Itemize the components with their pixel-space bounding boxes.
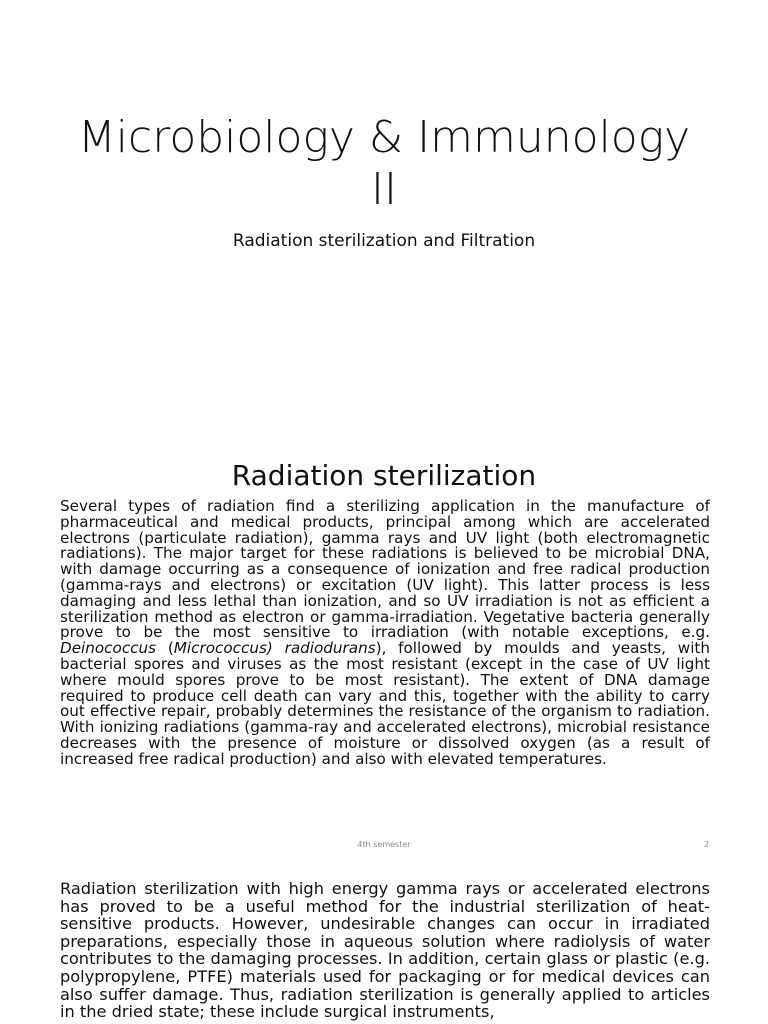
continuation-slide xyxy=(0,864,768,1024)
slide-heading: Radiation sterilization xyxy=(231,459,537,492)
body-text-part-2: ), followed by moulds and yeasts, with bacterial spores and viruses as the most resistant (except in the case of UV light where mould spores prove to be most resistant). The extent of DNA damage required to produce cell death can vary and this, together with the ability to carry out effective repair, probably determines the resistance of the organism to radiation. With ionizing radiations (gamma-ray and accelerated electrons), microbial resistance decreases with the presence of moisture or dissolved oxygen (as a result of increased free radical production) and also with elevated temperatures. xyxy=(60,639,710,768)
body-text-part-1: Several types of radiation find a sterilizing application in the manufacture of pharmaceutical and medical products, principal among which are accelerated electrons (particulate radiation), gamma rays and UV light (both electromagnetic radiations). The major target for these radiations is believed to be microbial DNA, with damage occurring as a consequence of ionization and free radical production (gamma-rays and electrons) or excitation (UV light). This latter process is less damaging and less lethal than ionization, and so UV irradiation is not as efficient a sterilization method as electron or gamma-irradiation. Vegetative bacteria generally prove to be the most sensitive to irradiation (with notable exceptions, e.g. xyxy=(60,497,710,642)
italic-species-name: Micrococcus) radiodurans xyxy=(173,639,376,658)
deck-title: Microbiology & Immunology II xyxy=(77,112,691,215)
deck-subtitle: Radiation sterilization and Filtration xyxy=(232,231,536,251)
italic-genus-name: Deinococcus xyxy=(60,639,157,658)
slide3-body-text: Radiation sterilization with high energy gamma rays or accelerated electrons has proved to be a useful method for the industrial sterilization of heat-sensitive products. However, undesirable changes can occur in irradiated preparations, especially those in aqueous solution where radiolysis of water contributes to the damaging processes. In addition, certain glass or plastic (e.g. polypropylene, PTFE) materials used for packaging or for medical devices can also suffer damage. Thus, radiation sterilization is generally applied to articles in the dried state; these include surgical instruments, xyxy=(60,879,710,1022)
radiation-sterilization-slide xyxy=(0,432,768,864)
slide-footer: 4th semester xyxy=(357,840,411,849)
body-text-between: ( xyxy=(156,639,174,658)
title-slide xyxy=(0,0,768,432)
slide-body-text xyxy=(60,499,710,768)
slide-page-number: 2 xyxy=(703,840,709,849)
